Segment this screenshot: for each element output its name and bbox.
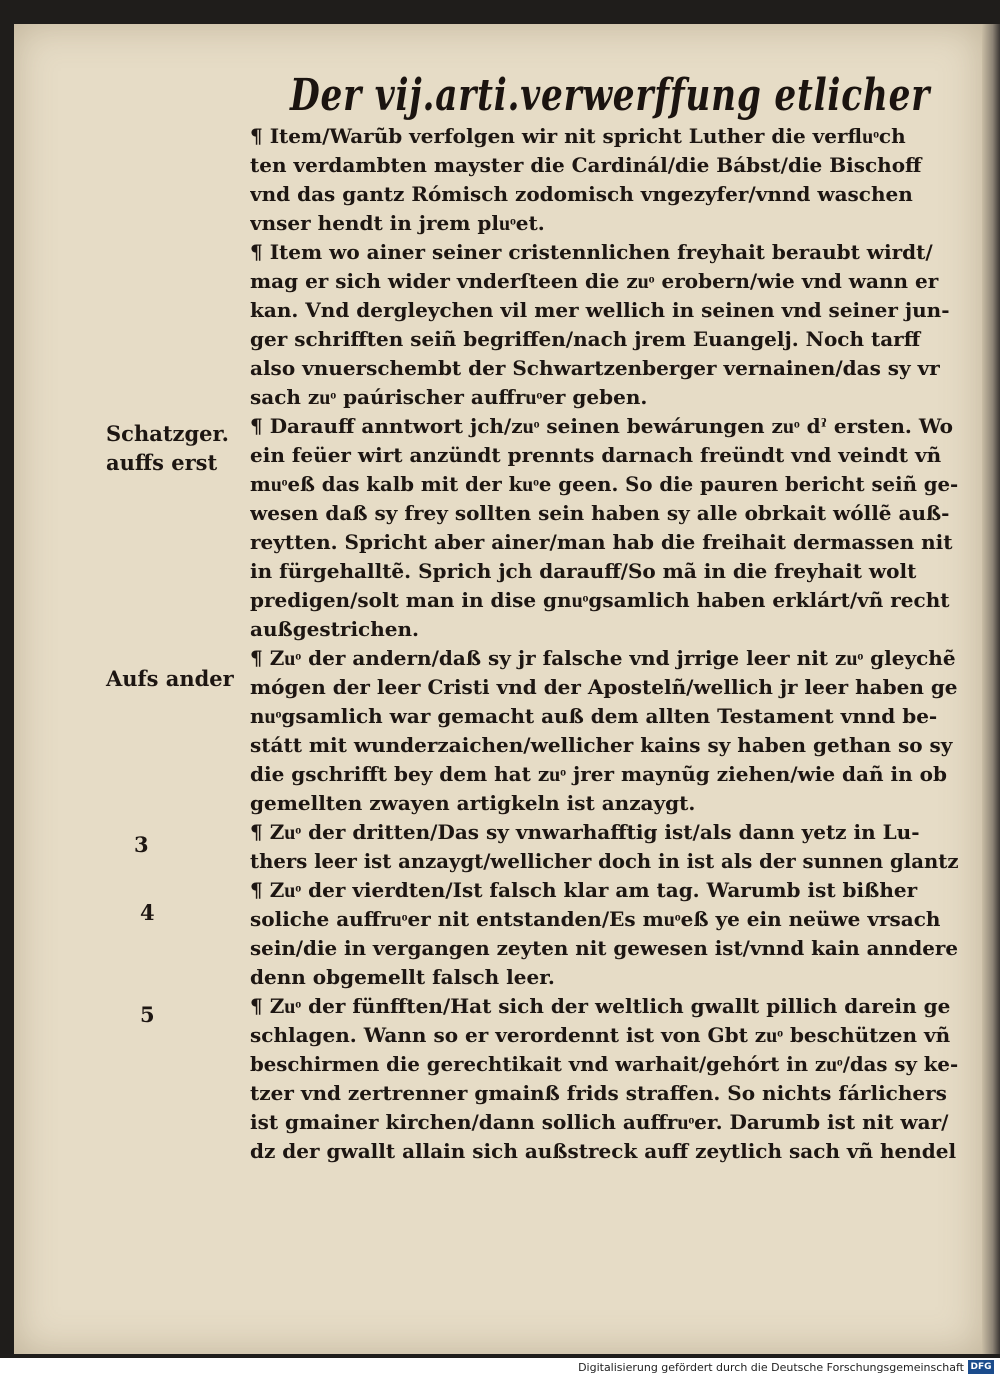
- margin-note-5: 5: [140, 1002, 155, 1027]
- text-line: ten verdambten mayster die Cardinál/die Bábst/die Bischoff: [250, 153, 922, 177]
- paragraph-first-line: ¶ Zuͦ der fünfften/Hat sich der weltlich gwallt pillich darein ge: [250, 994, 951, 1018]
- text-line: dz der gwallt allain sich außstreck auff zeytlich sach vñ hendel: [250, 1139, 957, 1163]
- text-line: mag er sich wider vnderſteen die zuͦ erobern/wie vnd wann er: [250, 269, 939, 293]
- margin-note-3: 3: [134, 832, 149, 857]
- paragraph-first-line: ¶ Darauff anntwort jch/zuͦ seinen bewárungen zuͦ dˀ ersten. Wo: [250, 414, 953, 438]
- text-line: sach zuͦ paúrischer auffruͦer geben.: [250, 385, 648, 409]
- text-line: státt mit wunderzaichen/wellicher kains sy haben gethan so sy: [250, 733, 953, 757]
- margin-note-aufs-ander: Aufs ander: [106, 666, 234, 691]
- text-line: tzer vnd zertrenner gmainß frids straffen. So nichts fárlichers: [250, 1081, 947, 1105]
- text-line: wesen daß sy frey sollten sein haben sy alle obrkait wóllẽ auß-: [250, 501, 950, 525]
- text-line: gemellten zwayen artigkeln ist anzaygt.: [250, 791, 696, 815]
- paragraph-first-line: ¶ Zuͦ der vierdten/Ist falsch klar am tag. Warumb ist bißher: [250, 878, 918, 902]
- running-head: Der vij.arti.verwerffung etlicher: [290, 70, 931, 121]
- text-line: predigen/solt man in dise gnuͦgsamlich haben erklárt/vñ recht: [250, 588, 950, 612]
- text-line: sein/die in vergangen zeyten nit gewesen ist/vnnd kain anndere: [250, 936, 959, 960]
- text-line: vnser hendt in jrem pluͦet.: [250, 211, 545, 235]
- text-line: thers leer ist anzaygt/wellicher doch in ist als der sunnen glantz: [250, 849, 959, 873]
- margin-note-schatzger: Schatzger.: [106, 421, 229, 446]
- margin-note-4: 4: [140, 900, 155, 925]
- body-text-block: [250, 122, 958, 1166]
- paragraph-first-line: ¶ Zuͦ der andern/daß sy jr falsche vnd jrrige leer nit zuͦ gleychẽ: [250, 646, 956, 670]
- text-line: ist gmainer kirchen/dann sollich auffruͦer. Darumb ist nit war/: [250, 1110, 949, 1134]
- text-line: ger schrifften seiñ begriffen/nach jrem Euangelj. Noch tarff: [250, 327, 921, 351]
- paragraph-first-line: ¶ Item/Warũb verfolgen wir nit spricht Luther die verfluͦch: [250, 124, 906, 148]
- text-line: muͦeß das kalb mit der kuͦe geen. So die pauren bericht seiñ ge-: [250, 472, 959, 496]
- funding-credit: Digitalisierung gefördert durch die Deutsche Forschungsgemeinschaft: [578, 1361, 964, 1374]
- paragraph-first-line: ¶ Zuͦ der dritten/Das sy vnwarhafftig ist/als dann yetz in Lu-: [250, 820, 920, 844]
- text-line: reytten. Spricht aber ainer/man hab die freihait dermassen nit: [250, 530, 953, 554]
- text-line: die gschrifft bey dem hat zuͦ jrer maynũg ziehen/wie dañ in ob: [250, 762, 947, 786]
- page-edge: [982, 24, 1000, 1354]
- text-line: schlagen. Wann so er verordennt ist von Gbt zuͦ beschützen vñ: [250, 1023, 951, 1047]
- text-line: mógen der leer Cristi vnd der Apostelñ/wellich jr leer haben ge: [250, 675, 958, 699]
- text-line: also vnuerschembt der Schwartzenberger vernainen/das sy vr: [250, 356, 940, 380]
- text-line: beschirmen die gerechtikait vnd warhait/gehórt in zuͦ/das sy ke-: [250, 1052, 959, 1076]
- text-line: in fürgehalltẽ. Sprich jch darauff/So mã in die freyhait wolt: [250, 559, 917, 583]
- text-line: kan. Vnd dergleychen vil mer wellich in seinen vnd seiner jun-: [250, 298, 950, 322]
- dfg-logo: DFG: [968, 1360, 994, 1374]
- text-line: außgestrichen.: [250, 617, 419, 641]
- text-line: denn obgemellt falsch leer.: [250, 965, 555, 989]
- paragraph-first-line: ¶ Item wo ainer seiner cristennlichen freyhait beraubt wirdt/: [250, 240, 933, 264]
- text-line: soliche auffruͦer nit entstanden/Es muͦeß ye ein neüwe vrsach: [250, 907, 941, 931]
- text-line: nuͦgsamlich war gemacht auß dem allten Testament vnnd be-: [250, 704, 938, 728]
- text-line: vnd das gantz Rómisch zodomisch vngezyfer/vnnd waschen: [250, 182, 913, 206]
- text-line: ein feüer wirt anzündt prennts darnach freündt vnd veindt vñ: [250, 443, 942, 467]
- margin-note-auffs-erst: auffs erst: [106, 450, 218, 475]
- footer-bar: [0, 1358, 1000, 1377]
